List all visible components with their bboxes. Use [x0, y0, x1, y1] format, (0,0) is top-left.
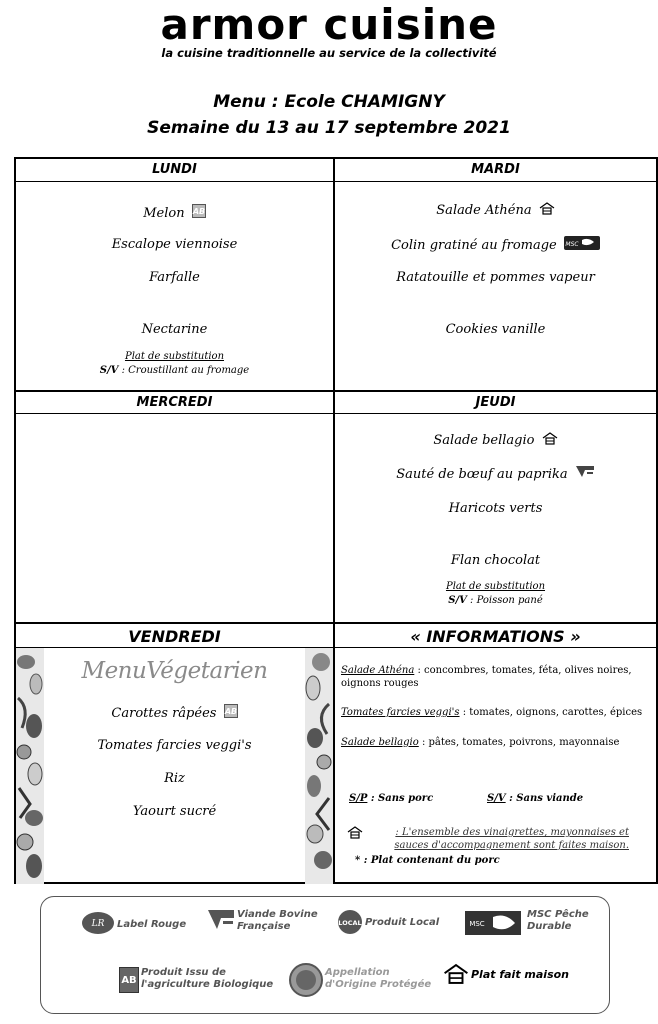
legend-label-rouge: Label Rouge	[117, 919, 187, 930]
svg-text:LOCAL: LOCAL	[338, 919, 362, 927]
svg-text:MSC: MSC	[469, 920, 485, 928]
msc-icon	[465, 911, 521, 935]
svg-text:AB: AB	[121, 975, 137, 986]
legend-bio: Produit Issu de l'agriculture Biologique	[141, 967, 274, 990]
day-header-mardi: MARDI	[471, 162, 520, 177]
svg-text:LR: LR	[91, 919, 105, 929]
menu-week: Semaine du 13 au 17 septembre 2021	[147, 118, 511, 138]
substitution-title: Plat de substitution	[445, 581, 546, 592]
day-cell-mercredi	[16, 414, 333, 622]
dish-item: Melon AB	[143, 206, 205, 221]
svg-text:MSC: MSC	[565, 241, 579, 248]
svg-text:AB: AB	[192, 207, 205, 216]
informations-header: « INFORMATIONS »	[410, 627, 581, 646]
info-line: Salade Athéna : concombres, tomates, féta, olives noires, oignons rouges	[341, 665, 632, 689]
substitution-title: Plat de substitution	[124, 351, 225, 362]
viande-bovine-icon	[207, 909, 235, 931]
viande-bovine-icon	[575, 465, 595, 479]
dish-item: Riz	[164, 771, 185, 786]
dish-item: Colin gratiné au fromage MSC	[335, 236, 656, 253]
vegetarian-banner: MenuVégetarien	[81, 658, 268, 684]
menu-grid	[14, 157, 658, 884]
pork-note: * : Plat contenant du porc	[355, 855, 500, 866]
brand-tagline: la cuisine traditionnelle au service de la collectivité	[161, 46, 497, 60]
day-header-vendredi: VENDREDI	[128, 627, 221, 646]
bio-icon	[119, 967, 139, 993]
informations-cell	[335, 648, 656, 882]
day-cell-lundi	[16, 182, 333, 390]
vegetarian-menu-panel	[44, 648, 305, 882]
msc-icon	[564, 236, 600, 250]
bio-icon	[224, 704, 238, 718]
dish-item: Farfalle	[149, 270, 200, 285]
info-line: Salade bellagio : pâtes, tomates, poivrons, mayonnaise	[341, 737, 620, 748]
dish-item: Salade Athéna	[335, 202, 656, 218]
dish-item: Flan chocolat	[450, 553, 541, 568]
brand-logo: armor cuisine	[160, 0, 498, 49]
day-cell-jeudi	[335, 414, 656, 622]
sans-viande-note: S/V : Sans viande	[487, 793, 584, 804]
house-icon	[539, 202, 555, 215]
dish-item: Sauté de bœuf au paprika	[335, 465, 656, 482]
legend-viande-bovine: Viande Bovine Française	[237, 909, 318, 932]
svg-text:AB: AB	[224, 707, 237, 716]
day-header-mercredi: MERCREDI	[136, 395, 213, 410]
dish-item: Tomates farcies veggi's	[97, 738, 252, 753]
dish-item: Haricots verts	[448, 501, 543, 516]
legend-fait-maison: Plat fait maison	[471, 968, 570, 981]
house-icon	[347, 826, 363, 839]
day-cell-mardi	[335, 182, 656, 390]
day-header-lundi: LUNDI	[152, 162, 197, 177]
vegetable-border-right	[305, 648, 333, 884]
dish-item: Escalope viennoise	[111, 237, 238, 252]
legend-box	[40, 896, 610, 1014]
label-rouge-icon	[81, 911, 115, 935]
sans-porc-note: S/P : Sans porc	[349, 793, 434, 804]
house-icon	[443, 963, 469, 985]
homemade-note: : L'ensemble des vinaigrettes, mayonnaises et sauces d'accompagnement sont faites maison.	[394, 827, 629, 851]
menu-title: Menu : Ecole CHAMIGNY	[213, 92, 445, 112]
info-line: Tomates farcies veggi's : tomates, oignons, carottes, épices	[341, 707, 643, 718]
dish-item: Carottes râpées AB	[111, 706, 237, 721]
legend-aop: Appellation d'Origine Protégée	[325, 967, 432, 990]
day-cell-vendredi	[16, 648, 333, 882]
house-icon	[542, 432, 558, 445]
dish-item: Nectarine	[141, 322, 208, 337]
dish-item: Cookies vanille	[445, 322, 546, 337]
dish-item: Salade bellagio	[335, 432, 656, 448]
day-header-jeudi: JEUDI	[475, 395, 516, 410]
vegetable-border-left	[16, 648, 44, 884]
dish-item: Yaourt sucré	[132, 804, 217, 819]
substitution-text: S/V : Poisson pané	[448, 595, 543, 606]
substitution-text: S/V : Croustillant au fromage	[99, 365, 250, 376]
dish-item: Ratatouille et pommes vapeur	[396, 270, 595, 285]
bio-icon	[192, 204, 206, 218]
produit-local-icon	[337, 909, 363, 935]
aop-icon	[289, 963, 323, 997]
legend-produit-local: Produit Local	[365, 917, 440, 928]
legend-msc: MSC Pêche Durable	[527, 909, 589, 932]
